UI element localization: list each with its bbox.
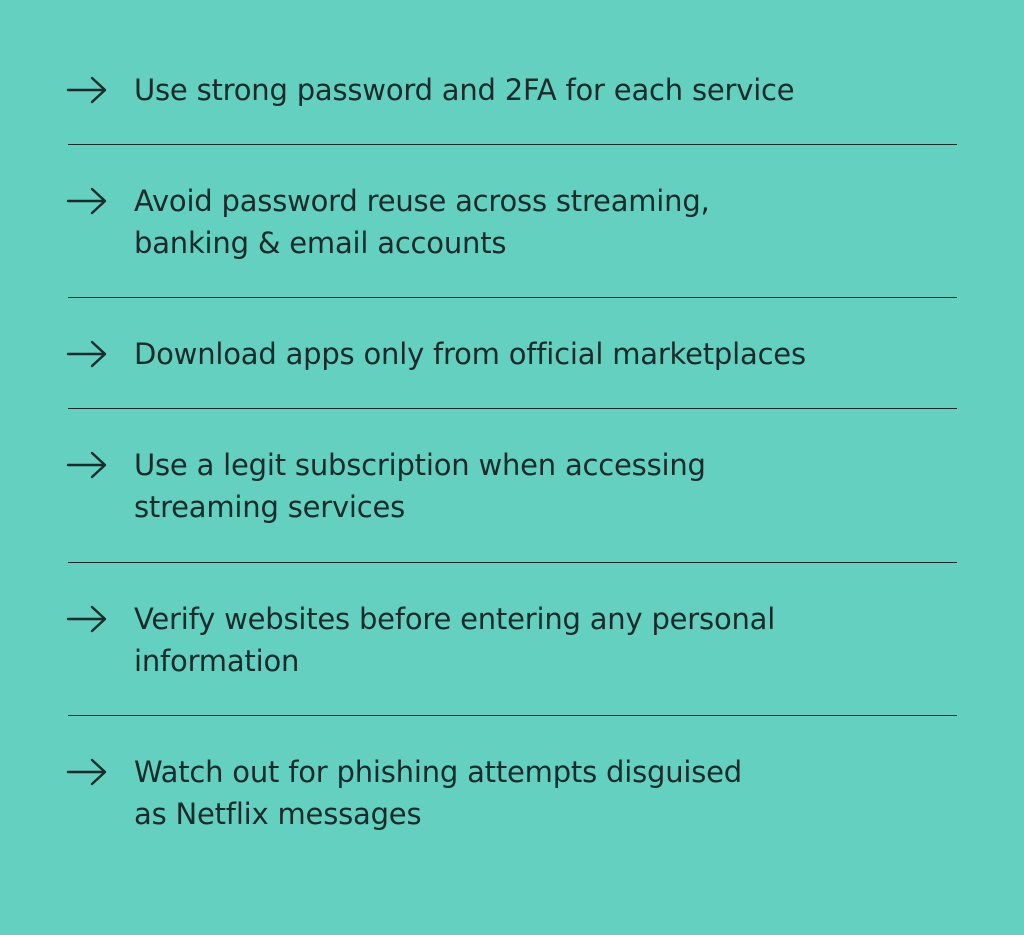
divider — [68, 715, 957, 716]
tip-line: banking & email accounts — [134, 226, 507, 260]
divider — [68, 562, 957, 563]
arrow-right-icon — [66, 451, 108, 479]
arrow-right-icon — [66, 340, 108, 368]
tip-text — [134, 598, 914, 682]
tip-line: information — [134, 644, 300, 678]
arrow-right-icon — [66, 76, 108, 104]
arrow-right-icon — [66, 187, 108, 215]
tip-line: streaming services — [134, 490, 406, 524]
tip-line: Use a legit subscription when accessing — [134, 448, 706, 482]
tip-text — [134, 444, 914, 528]
divider — [68, 408, 957, 409]
tip-line: Verify websites before entering any personal — [134, 602, 776, 636]
tip-line: as Netflix messages — [134, 797, 422, 831]
tip-text — [134, 333, 914, 375]
divider — [68, 297, 957, 298]
tip-line: Use strong password and 2FA for each service — [134, 73, 795, 107]
tip-text — [134, 751, 914, 835]
tip-line: Watch out for phishing attempts disguised — [134, 755, 742, 789]
arrow-right-icon — [66, 758, 108, 786]
tip-text — [134, 69, 914, 111]
divider — [68, 144, 957, 145]
tip-text — [134, 180, 914, 264]
arrow-right-icon — [66, 605, 108, 633]
tip-line: Download apps only from official marketplaces — [134, 337, 806, 371]
tip-line: Avoid password reuse across streaming, — [134, 184, 710, 218]
